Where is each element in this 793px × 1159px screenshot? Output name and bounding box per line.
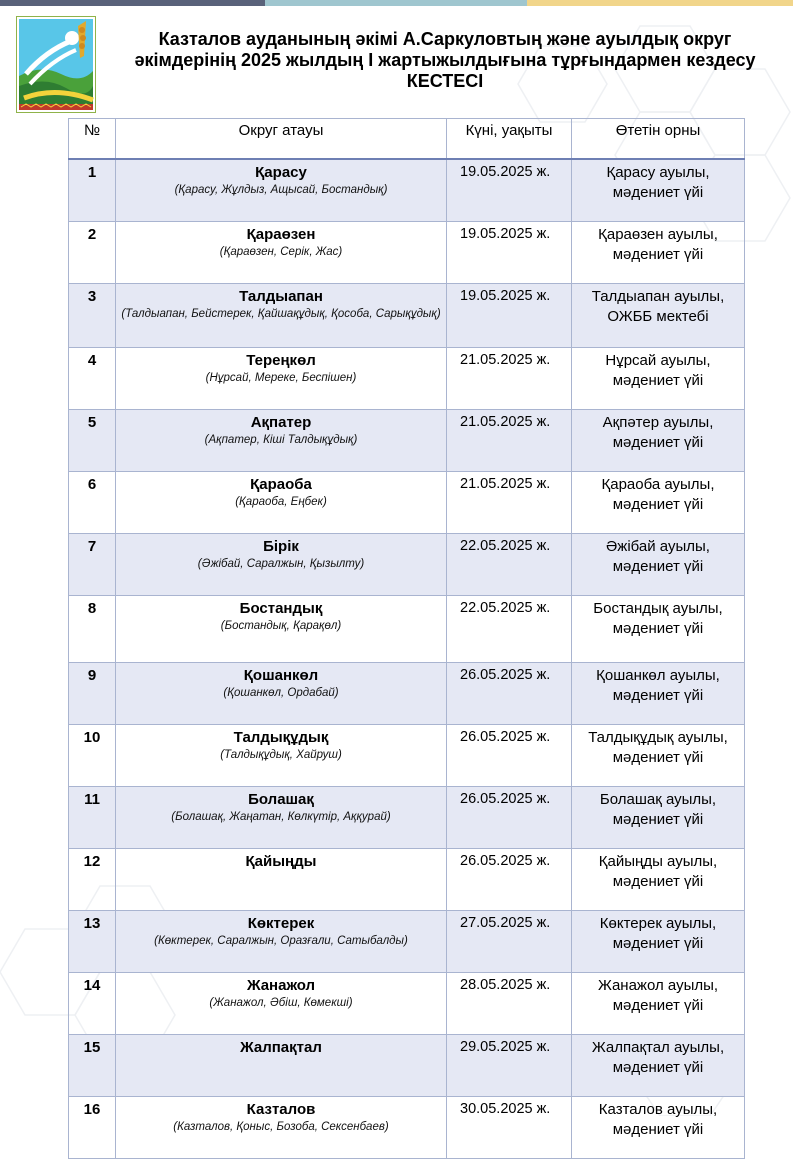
table-row: [69, 222, 745, 284]
table-row: [69, 472, 745, 534]
okrug-name: Жанажол: [246, 977, 316, 994]
okrug-cell: [116, 1097, 447, 1159]
okrug-cell: [116, 410, 447, 472]
venue-cell: [572, 849, 745, 911]
meeting-date: 26.05.2025 ж.: [447, 663, 572, 725]
venue-cell: [572, 410, 745, 472]
venue-cell: [572, 596, 745, 663]
meeting-schedule-table: [68, 118, 745, 1159]
okrug-name: Болашақ: [248, 791, 314, 808]
okrug-villages: (Талдыапан, Бейстерек, Қайшақұдық, Қособа, Сарықұдық): [121, 308, 441, 320]
row-number: 9: [69, 663, 116, 725]
okrug-cell: [116, 973, 447, 1035]
meeting-date: 27.05.2025 ж.: [447, 911, 572, 973]
top-bar-yellow: [527, 0, 793, 6]
okrug-name: Ақпатер: [250, 414, 312, 431]
okrug-cell: [116, 911, 447, 973]
row-number: 6: [69, 472, 116, 534]
top-bar-dark: [0, 0, 265, 6]
venue-building: мәдениет үйі: [612, 1059, 704, 1076]
okrug-name: Бірік: [263, 538, 299, 555]
okrug-cell: [116, 725, 447, 787]
venue-building: мәдениет үйі: [612, 184, 704, 201]
okrug-cell: [116, 849, 447, 911]
okrug-name: Казталов: [246, 1101, 316, 1118]
venue-building: мәдениет үйі: [612, 496, 704, 513]
meeting-date: 30.05.2025 ж.: [447, 1097, 572, 1159]
table-row: [69, 973, 745, 1035]
okrug-cell: [116, 472, 447, 534]
table-row: [69, 284, 745, 348]
okrug-villages: (Талдықұдық, Хайруш): [220, 749, 342, 761]
okrug-name: Қараөзен: [246, 226, 316, 243]
venue-building: мәдениет үйі: [612, 749, 704, 766]
okrug-villages: (Қараоба, Еңбек): [235, 496, 327, 508]
row-number: 14: [69, 973, 116, 1035]
okrug-villages: (Көктерек, Саралжын, Оразғали, Сатыбалды): [154, 935, 408, 947]
venue-building: мәдениет үйі: [612, 558, 704, 575]
venue-village: Жалпақтал ауылы,: [591, 1039, 725, 1056]
venue-village: Қарасу ауылы,: [606, 164, 710, 181]
row-number: 12: [69, 849, 116, 911]
header-date-time: Күні, уақыты: [447, 119, 572, 160]
okrug-cell: [116, 787, 447, 849]
meeting-date: 26.05.2025 ж.: [447, 725, 572, 787]
venue-building: ОЖББ мектебі: [607, 308, 709, 325]
okrug-cell: [116, 663, 447, 725]
venue-village: Талдықұдық ауылы,: [588, 729, 728, 746]
table-row: [69, 596, 745, 663]
table-row: [69, 534, 745, 596]
venue-cell: [572, 159, 745, 222]
table-row: [69, 159, 745, 222]
meeting-date: 19.05.2025 ж.: [447, 284, 572, 348]
venue-cell: [572, 534, 745, 596]
venue-cell: [572, 787, 745, 849]
okrug-name: Бостандық: [239, 600, 323, 617]
row-number: 8: [69, 596, 116, 663]
okrug-name: Талдыапан: [239, 288, 323, 305]
venue-village: Бостандық ауылы,: [593, 600, 723, 617]
row-number: 10: [69, 725, 116, 787]
row-number: 15: [69, 1035, 116, 1097]
venue-village: Казталов ауылы,: [598, 1101, 718, 1118]
venue-village: Нұрсай ауылы,: [605, 352, 711, 369]
okrug-villages: (Әжібай, Саралжын, Қызылту): [197, 558, 365, 570]
table-row: [69, 348, 745, 410]
district-emblem-logo: [16, 16, 96, 113]
venue-building: мәдениет үйі: [612, 246, 704, 263]
okrug-villages: (Қараөзен, Серік, Жас): [219, 246, 343, 258]
meeting-date: 29.05.2025 ж.: [447, 1035, 572, 1097]
venue-cell: [572, 1097, 745, 1159]
venue-building: мәдениет үйі: [612, 687, 704, 704]
meeting-date: 21.05.2025 ж.: [447, 410, 572, 472]
meeting-date: 19.05.2025 ж.: [447, 222, 572, 284]
venue-village: Талдыапан ауылы,: [591, 288, 725, 305]
okrug-villages: (Нұрсай, Мереке, Беспішен): [205, 372, 357, 384]
meeting-date: 21.05.2025 ж.: [447, 472, 572, 534]
okrug-villages: (Ақпатер, Кіші Талдықұдық): [204, 434, 358, 446]
row-number: 13: [69, 911, 116, 973]
row-number: 1: [69, 159, 116, 222]
okrug-cell: [116, 1035, 447, 1097]
title-line-2: әкімдерінің 2025 жылдың І жартыжылдығына тұрғындармен кездесу: [134, 50, 756, 70]
table-row: [69, 849, 745, 911]
venue-village: Қайыңды ауылы,: [598, 853, 718, 870]
venue-village: Болашақ ауылы,: [599, 791, 717, 808]
okrug-cell: [116, 284, 447, 348]
table-row: [69, 787, 745, 849]
okrug-name: Қарасу: [255, 164, 307, 181]
okrug-villages: (Бостандық, Қарақөл): [220, 620, 342, 632]
okrug-villages: (Қарасу, Жұлдыз, Ащысай, Бостандық): [174, 184, 388, 196]
row-number: 11: [69, 787, 116, 849]
table-row: [69, 663, 745, 725]
okrug-cell: [116, 534, 447, 596]
venue-village: Қараоба ауылы,: [601, 476, 715, 493]
venue-village: Әжібай ауылы,: [606, 538, 710, 555]
meeting-date: 22.05.2025 ж.: [447, 534, 572, 596]
venue-cell: [572, 725, 745, 787]
venue-building: мәдениет үйі: [612, 620, 704, 637]
header-venue: Өтетін орны: [572, 119, 745, 160]
header-number: №: [69, 119, 116, 160]
venue-village: Қараөзен ауылы,: [598, 226, 718, 243]
okrug-villages: (Болашақ, Жаңатан, Көлкүтір, Аққурай): [171, 811, 391, 823]
okrug-cell: [116, 348, 447, 410]
top-bar-teal: [265, 0, 527, 6]
table-row: [69, 911, 745, 973]
venue-building: мәдениет үйі: [612, 997, 704, 1014]
okrug-villages: (Жанажол, Әбіш, Көмекші): [209, 997, 353, 1009]
venue-building: мәдениет үйі: [612, 873, 704, 890]
okrug-name: Көктерек: [247, 915, 315, 932]
venue-cell: [572, 911, 745, 973]
okrug-name: Жалпақтал: [240, 1039, 322, 1056]
venue-village: Ақпәтер ауылы,: [602, 414, 714, 431]
table-row: [69, 1035, 745, 1097]
okrug-name: Қайыңды: [245, 853, 317, 870]
row-number: 16: [69, 1097, 116, 1159]
okrug-name: Талдықұдық: [233, 729, 329, 746]
meeting-date: 26.05.2025 ж.: [447, 787, 572, 849]
venue-cell: [572, 348, 745, 410]
venue-building: мәдениет үйі: [612, 372, 704, 389]
row-number: 7: [69, 534, 116, 596]
table-row: [69, 1097, 745, 1159]
title-line-3: КЕСТЕСІ: [406, 71, 484, 91]
table-header-row: [69, 119, 745, 160]
header-okrug-name: Округ атауы: [116, 119, 447, 160]
venue-building: мәдениет үйі: [612, 1121, 704, 1138]
venue-building: мәдениет үйі: [612, 935, 704, 952]
meeting-date: 21.05.2025 ж.: [447, 348, 572, 410]
meeting-date: 19.05.2025 ж.: [447, 159, 572, 222]
okrug-cell: [116, 222, 447, 284]
okrug-name: Қошанкөл: [243, 667, 319, 684]
venue-cell: [572, 284, 745, 348]
venue-cell: [572, 222, 745, 284]
venue-cell: [572, 472, 745, 534]
row-number: 4: [69, 348, 116, 410]
venue-village: Жанажол ауылы,: [597, 977, 719, 994]
table-row: [69, 725, 745, 787]
okrug-name: Тереңкөл: [246, 352, 316, 369]
page-title: [100, 29, 790, 92]
meeting-date: 22.05.2025 ж.: [447, 596, 572, 663]
venue-village: Қошанкөл ауылы,: [596, 667, 720, 684]
venue-village: Көктерек ауылы,: [599, 915, 717, 932]
venue-cell: [572, 663, 745, 725]
okrug-villages: (Қошанкөл, Ордабай): [223, 687, 339, 699]
meeting-date: 26.05.2025 ж.: [447, 849, 572, 911]
venue-building: мәдениет үйі: [612, 434, 704, 451]
venue-building: мәдениет үйі: [612, 811, 704, 828]
row-number: 2: [69, 222, 116, 284]
venue-cell: [572, 1035, 745, 1097]
okrug-cell: [116, 596, 447, 663]
okrug-name: Қараоба: [250, 476, 312, 493]
venue-cell: [572, 973, 745, 1035]
title-line-1: Казталов ауданының әкімі А.Саркуловтың және ауылдық округ: [158, 29, 732, 49]
table-row: [69, 410, 745, 472]
row-number: 5: [69, 410, 116, 472]
okrug-cell: [116, 159, 447, 222]
row-number: 3: [69, 284, 116, 348]
okrug-villages: (Казталов, Қоныс, Бозоба, Сексенбаев): [173, 1121, 389, 1133]
meeting-date: 28.05.2025 ж.: [447, 973, 572, 1035]
